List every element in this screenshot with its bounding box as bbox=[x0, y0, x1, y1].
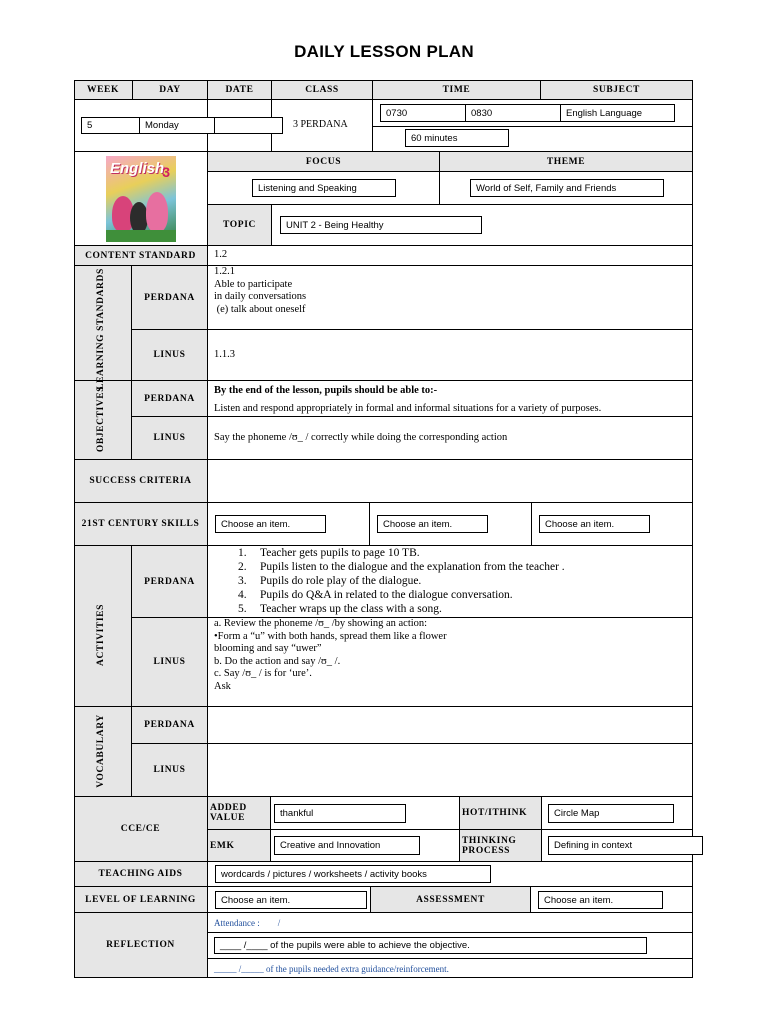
list-item: 1. Teacher gets pupils to page 10 TB. bbox=[238, 547, 420, 559]
list-item: 2. Pupils listen to the dialogue and the explanation from the teacher . bbox=[238, 561, 565, 573]
day-label: DAY bbox=[159, 85, 181, 95]
skill-select-3[interactable]: Choose an item. bbox=[539, 515, 650, 533]
class-label: CLASS bbox=[305, 85, 339, 95]
topic-field[interactable]: UNIT 2 - Being Healthy bbox=[280, 216, 482, 234]
theme-label: THEME bbox=[546, 156, 586, 167]
content-standard-label: CONTENT STANDARD bbox=[85, 250, 196, 261]
reflection-label: REFLECTION bbox=[106, 940, 175, 950]
page-title: DAILY LESSON PLAN bbox=[294, 42, 474, 61]
subject-field[interactable]: English Language bbox=[560, 104, 675, 122]
topic-label: TOPIC bbox=[223, 220, 256, 230]
added-value-field[interactable]: thankful bbox=[274, 804, 406, 823]
teaching-aids-label: TEACHING AIDS bbox=[98, 869, 183, 879]
obj-linus-text: Say the phoneme /ʊ_ / correctly while doing the corresponding action bbox=[214, 432, 508, 443]
act-perdana-list bbox=[208, 546, 565, 616]
content-standard-value: 1.2 bbox=[214, 249, 228, 260]
time-end-field[interactable]: 0830 bbox=[465, 104, 561, 122]
assessment-label: ASSESSMENT bbox=[416, 894, 485, 905]
thinking-process-label: THINKING PROCESS bbox=[462, 835, 517, 856]
vocab-perdana-label: PERDANA bbox=[144, 720, 195, 730]
skill-select-2[interactable]: Choose an item. bbox=[377, 515, 488, 533]
skills-label: 21ST CENTURY SKILLS bbox=[81, 519, 200, 529]
list-item: 4. Pupils do Q&A in related to the dialogue conversation. bbox=[238, 589, 513, 601]
added-value-label: ADDED VALUE bbox=[210, 803, 247, 823]
emk-field[interactable]: Creative and Innovation bbox=[274, 836, 420, 855]
vocabulary-label: VOCABULARY bbox=[96, 714, 106, 788]
skill-select-1[interactable]: Choose an item. bbox=[215, 515, 326, 533]
obj-linus-label: LINUS bbox=[153, 433, 186, 443]
obj-perdana-text: Listen and respond appropriately in formal and informal situations for a variety of purposes. bbox=[214, 403, 602, 414]
subject-label: SUBJECT bbox=[593, 85, 640, 95]
list-item: 5. Teacher wraps up the class with a song. bbox=[238, 603, 442, 615]
guidance-text: _____ /_____ of the pupils needed extra guidance/reinforcement. bbox=[214, 964, 449, 974]
date-field[interactable] bbox=[214, 117, 283, 134]
ls-linus-value: 1.1.3 bbox=[214, 349, 235, 360]
duration-field[interactable]: 60 minutes bbox=[405, 129, 509, 147]
learning-standards-label: LEARNING STANDARDS bbox=[96, 268, 106, 390]
time-label: TIME bbox=[442, 85, 471, 95]
week-field[interactable]: 5 bbox=[81, 117, 140, 134]
obj-perdana-label: PERDANA bbox=[144, 393, 195, 404]
achieve-field[interactable]: ____ /____ of the pupils were able to achieve the objective. bbox=[214, 937, 647, 954]
day-field[interactable]: Monday bbox=[139, 117, 215, 134]
cce-label: CCE/CE bbox=[120, 824, 161, 834]
level-select[interactable]: Choose an item. bbox=[215, 891, 367, 909]
ls-perdana-text: 1.2.1 Able to participate in daily conversations (e) talk about oneself bbox=[214, 266, 307, 315]
hot-label: HOT/ITHINK bbox=[462, 808, 528, 818]
activities-label: ACTIVITIES bbox=[96, 604, 106, 666]
level-label: LEVEL OF LEARNING bbox=[85, 894, 196, 905]
attendance-text: Attendance : / bbox=[214, 918, 281, 928]
assessment-select[interactable]: Choose an item. bbox=[538, 891, 663, 909]
class-value: 3 PERDANA bbox=[293, 119, 348, 130]
vocab-linus-label: LINUS bbox=[153, 765, 186, 775]
obj-perdana-heading: By the end of the lesson, pupils should be able to:- bbox=[214, 385, 438, 396]
focus-field[interactable]: Listening and Speaking bbox=[252, 179, 396, 197]
hot-field[interactable]: Circle Map bbox=[548, 804, 674, 823]
week-label: WEEK bbox=[87, 85, 119, 95]
list-item: 3. Pupils do role play of the dialogue. bbox=[238, 575, 422, 587]
success-criteria-label: SUCCESS CRITERIA bbox=[89, 476, 192, 486]
focus-label: FOCUS bbox=[305, 156, 342, 167]
act-linus-label: LINUS bbox=[153, 657, 186, 667]
thinking-process-field[interactable]: Defining in context bbox=[548, 836, 703, 855]
date-label: DATE bbox=[225, 85, 254, 95]
act-perdana-label: PERDANA bbox=[144, 576, 195, 587]
ls-linus-label: LINUS bbox=[153, 350, 186, 360]
time-start-field[interactable]: 0730 bbox=[380, 104, 466, 122]
ls-perdana-label: PERDANA bbox=[144, 292, 195, 303]
objectives-label: OBJECTIVES bbox=[96, 385, 106, 453]
act-linus-text: a. Review the phoneme /ʊ_ /by showing an action: •Form a “u” with both hands, spread them like a flower blooming and say “uwer” b. Do the action and say /ʊ_ /. c. Say /ʊ_ / is for ‘ure’. Ask bbox=[214, 618, 447, 692]
teaching-aids-field[interactable]: wordcards / pictures / worksheets / activity books bbox=[215, 865, 491, 883]
cover-year: 3 bbox=[162, 164, 170, 180]
textbook-cover-image bbox=[106, 156, 176, 242]
theme-field[interactable]: World of Self, Family and Friends bbox=[470, 179, 664, 197]
emk-label: EMK bbox=[210, 840, 235, 851]
cover-title: English bbox=[110, 160, 165, 177]
